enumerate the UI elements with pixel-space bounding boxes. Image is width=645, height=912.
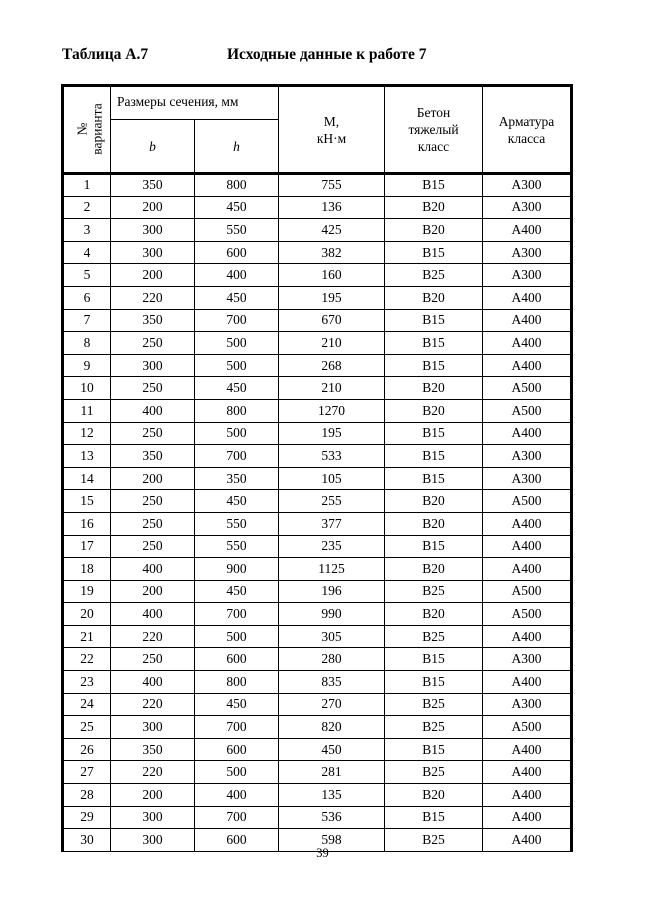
cell-moment: 210 <box>279 377 385 400</box>
cell-moment: 820 <box>279 716 385 739</box>
cell-variant: 27 <box>63 761 111 784</box>
cell-b: 400 <box>111 399 195 422</box>
cell-h: 400 <box>195 264 279 287</box>
cell-rebar: А400 <box>483 512 572 535</box>
cell-h: 500 <box>195 761 279 784</box>
cell-concrete: В20 <box>385 399 483 422</box>
cell-variant: 28 <box>63 784 111 807</box>
table-caption: Исходные данные к работе 7 <box>227 46 427 63</box>
cell-variant: 1 <box>63 174 111 197</box>
cell-concrete: В15 <box>385 174 483 197</box>
cell-b: 350 <box>111 738 195 761</box>
cell-variant: 29 <box>63 806 111 829</box>
page-number: 39 <box>316 846 329 860</box>
data-table <box>61 84 573 852</box>
cell-variant: 22 <box>63 648 111 671</box>
table-row <box>63 196 572 219</box>
table-row <box>63 535 572 558</box>
cell-variant: 16 <box>63 512 111 535</box>
table-row <box>63 738 572 761</box>
table-row <box>63 603 572 626</box>
cell-rebar: А500 <box>483 603 572 626</box>
cell-h: 400 <box>195 784 279 807</box>
table-body <box>63 174 572 852</box>
header-h: h <box>195 120 279 174</box>
cell-rebar: А500 <box>483 377 572 400</box>
cell-h: 700 <box>195 603 279 626</box>
cell-rebar: А300 <box>483 445 572 468</box>
cell-rebar: А400 <box>483 535 572 558</box>
cell-concrete: В15 <box>385 535 483 558</box>
cell-rebar: А500 <box>483 399 572 422</box>
cell-b: 350 <box>111 174 195 197</box>
cell-concrete: В20 <box>385 490 483 513</box>
header-variant-no: № <box>74 122 90 136</box>
cell-b: 300 <box>111 806 195 829</box>
cell-concrete: В25 <box>385 693 483 716</box>
table-row <box>63 467 572 490</box>
cell-b: 300 <box>111 716 195 739</box>
cell-h: 450 <box>195 693 279 716</box>
cell-b: 220 <box>111 761 195 784</box>
cell-concrete: В15 <box>385 445 483 468</box>
cell-moment: 160 <box>279 264 385 287</box>
cell-moment: 598 <box>279 829 385 852</box>
table-label: Таблица А.7 <box>62 46 149 63</box>
cell-h: 550 <box>195 512 279 535</box>
cell-h: 550 <box>195 219 279 242</box>
table-row <box>63 558 572 581</box>
cell-h: 500 <box>195 332 279 355</box>
cell-variant: 21 <box>63 625 111 648</box>
table-row <box>63 806 572 829</box>
cell-h: 900 <box>195 558 279 581</box>
cell-b: 250 <box>111 490 195 513</box>
header-variant-word: варианта <box>89 103 105 155</box>
cell-b: 200 <box>111 784 195 807</box>
cell-concrete: В15 <box>385 467 483 490</box>
cell-b: 300 <box>111 354 195 377</box>
header-moment-line1: М, <box>323 113 340 129</box>
cell-rebar: А400 <box>483 219 572 242</box>
cell-variant: 15 <box>63 490 111 513</box>
cell-concrete: В25 <box>385 264 483 287</box>
cell-b: 200 <box>111 580 195 603</box>
cell-variant: 17 <box>63 535 111 558</box>
cell-variant: 12 <box>63 422 111 445</box>
cell-rebar: А400 <box>483 806 572 829</box>
cell-b: 250 <box>111 535 195 558</box>
cell-concrete: В20 <box>385 512 483 535</box>
cell-b: 350 <box>111 445 195 468</box>
table-row <box>63 671 572 694</box>
table-row <box>63 309 572 332</box>
cell-variant: 30 <box>63 829 111 852</box>
cell-b: 220 <box>111 286 195 309</box>
cell-concrete: В15 <box>385 648 483 671</box>
cell-concrete: В20 <box>385 219 483 242</box>
cell-b: 250 <box>111 422 195 445</box>
cell-b: 220 <box>111 625 195 648</box>
cell-moment: 835 <box>279 671 385 694</box>
cell-h: 450 <box>195 490 279 513</box>
table-row <box>63 286 572 309</box>
cell-moment: 281 <box>279 761 385 784</box>
table-row <box>63 625 572 648</box>
cell-moment: 1125 <box>279 558 385 581</box>
header-rebar-line1: Арматура <box>498 113 555 129</box>
data-table-wrapper <box>61 84 570 852</box>
cell-concrete: В15 <box>385 241 483 264</box>
table-row <box>63 377 572 400</box>
cell-h: 700 <box>195 445 279 468</box>
cell-variant: 20 <box>63 603 111 626</box>
cell-rebar: А300 <box>483 196 572 219</box>
cell-moment: 195 <box>279 286 385 309</box>
cell-moment: 210 <box>279 332 385 355</box>
header-moment-line2: кН·м <box>316 130 347 146</box>
cell-h: 450 <box>195 196 279 219</box>
cell-moment: 280 <box>279 648 385 671</box>
cell-h: 600 <box>195 648 279 671</box>
cell-rebar: А500 <box>483 490 572 513</box>
cell-rebar: А400 <box>483 829 572 852</box>
cell-concrete: В20 <box>385 603 483 626</box>
cell-concrete: В25 <box>385 580 483 603</box>
cell-b: 200 <box>111 196 195 219</box>
cell-variant: 5 <box>63 264 111 287</box>
cell-concrete: В25 <box>385 625 483 648</box>
cell-rebar: А400 <box>483 558 572 581</box>
table-row <box>63 399 572 422</box>
cell-h: 600 <box>195 241 279 264</box>
cell-concrete: В20 <box>385 784 483 807</box>
cell-variant: 19 <box>63 580 111 603</box>
cell-moment: 255 <box>279 490 385 513</box>
cell-h: 500 <box>195 422 279 445</box>
cell-concrete: В15 <box>385 332 483 355</box>
cell-b: 300 <box>111 241 195 264</box>
cell-variant: 18 <box>63 558 111 581</box>
cell-concrete: В15 <box>385 738 483 761</box>
cell-h: 700 <box>195 716 279 739</box>
cell-rebar: А400 <box>483 625 572 648</box>
cell-rebar: А300 <box>483 264 572 287</box>
cell-rebar: А500 <box>483 580 572 603</box>
cell-rebar: А400 <box>483 422 572 445</box>
cell-moment: 268 <box>279 354 385 377</box>
table-row <box>63 512 572 535</box>
cell-variant: 10 <box>63 377 111 400</box>
table-row <box>63 219 572 242</box>
table-row <box>63 332 572 355</box>
cell-moment: 235 <box>279 535 385 558</box>
cell-concrete: В20 <box>385 286 483 309</box>
cell-rebar: А300 <box>483 174 572 197</box>
table-row <box>63 716 572 739</box>
cell-h: 700 <box>195 806 279 829</box>
cell-h: 600 <box>195 829 279 852</box>
cell-rebar: А300 <box>483 648 572 671</box>
cell-moment: 305 <box>279 625 385 648</box>
cell-variant: 4 <box>63 241 111 264</box>
cell-concrete: В20 <box>385 558 483 581</box>
table-row <box>63 174 572 197</box>
cell-variant: 7 <box>63 309 111 332</box>
header-concrete-line2: тяжелый <box>408 122 459 137</box>
cell-rebar: А400 <box>483 761 572 784</box>
cell-variant: 8 <box>63 332 111 355</box>
table-row <box>63 761 572 784</box>
cell-rebar: А300 <box>483 693 572 716</box>
cell-concrete: В20 <box>385 196 483 219</box>
cell-variant: 26 <box>63 738 111 761</box>
cell-b: 250 <box>111 648 195 671</box>
cell-rebar: А400 <box>483 671 572 694</box>
cell-moment: 136 <box>279 196 385 219</box>
header-concrete-line1: Бетон <box>416 105 451 120</box>
cell-b: 350 <box>111 309 195 332</box>
cell-h: 550 <box>195 535 279 558</box>
cell-concrete: В25 <box>385 716 483 739</box>
cell-variant: 14 <box>63 467 111 490</box>
header-moment <box>279 86 385 174</box>
header-rebar-line2: класса <box>507 130 546 146</box>
cell-moment: 377 <box>279 512 385 535</box>
cell-variant: 9 <box>63 354 111 377</box>
cell-variant: 3 <box>63 219 111 242</box>
cell-h: 500 <box>195 354 279 377</box>
cell-variant: 2 <box>63 196 111 219</box>
header-section-sizes: Размеры сечения, мм <box>111 86 279 120</box>
cell-b: 300 <box>111 219 195 242</box>
cell-rebar: А500 <box>483 716 572 739</box>
cell-rebar: А300 <box>483 467 572 490</box>
cell-concrete: В25 <box>385 761 483 784</box>
cell-variant: 13 <box>63 445 111 468</box>
cell-b: 220 <box>111 693 195 716</box>
cell-moment: 670 <box>279 309 385 332</box>
cell-rebar: А400 <box>483 738 572 761</box>
cell-concrete: В25 <box>385 829 483 852</box>
cell-rebar: А400 <box>483 354 572 377</box>
cell-rebar: А300 <box>483 241 572 264</box>
header-variant-text <box>75 103 105 154</box>
cell-h: 450 <box>195 286 279 309</box>
cell-b: 250 <box>111 332 195 355</box>
cell-rebar: А400 <box>483 784 572 807</box>
cell-moment: 536 <box>279 806 385 829</box>
cell-b: 400 <box>111 603 195 626</box>
cell-b: 200 <box>111 264 195 287</box>
cell-moment: 425 <box>279 219 385 242</box>
table-row <box>63 445 572 468</box>
table-row <box>63 580 572 603</box>
table-row <box>63 264 572 287</box>
table-row <box>63 490 572 513</box>
cell-variant: 24 <box>63 693 111 716</box>
cell-concrete: В15 <box>385 354 483 377</box>
table-row <box>63 784 572 807</box>
header-variant <box>63 86 111 174</box>
cell-concrete: В15 <box>385 671 483 694</box>
cell-h: 600 <box>195 738 279 761</box>
cell-concrete: В20 <box>385 377 483 400</box>
cell-moment: 990 <box>279 603 385 626</box>
cell-h: 450 <box>195 580 279 603</box>
table-row <box>63 648 572 671</box>
table-row <box>63 693 572 716</box>
cell-variant: 25 <box>63 716 111 739</box>
header-b: b <box>111 120 195 174</box>
cell-h: 700 <box>195 309 279 332</box>
cell-h: 800 <box>195 671 279 694</box>
cell-b: 250 <box>111 377 195 400</box>
cell-concrete: В15 <box>385 422 483 445</box>
cell-moment: 1270 <box>279 399 385 422</box>
cell-moment: 105 <box>279 467 385 490</box>
cell-moment: 382 <box>279 241 385 264</box>
cell-moment: 135 <box>279 784 385 807</box>
cell-moment: 755 <box>279 174 385 197</box>
cell-concrete: В15 <box>385 806 483 829</box>
cell-h: 500 <box>195 625 279 648</box>
table-row <box>63 241 572 264</box>
cell-moment: 196 <box>279 580 385 603</box>
cell-moment: 270 <box>279 693 385 716</box>
cell-rebar: А400 <box>483 286 572 309</box>
cell-variant: 11 <box>63 399 111 422</box>
table-row <box>63 422 572 445</box>
cell-b: 400 <box>111 558 195 581</box>
cell-concrete: В15 <box>385 309 483 332</box>
cell-b: 250 <box>111 512 195 535</box>
cell-b: 400 <box>111 671 195 694</box>
cell-h: 450 <box>195 377 279 400</box>
cell-moment: 195 <box>279 422 385 445</box>
header-concrete <box>385 86 483 174</box>
cell-variant: 6 <box>63 286 111 309</box>
cell-rebar: А400 <box>483 309 572 332</box>
cell-h: 800 <box>195 174 279 197</box>
cell-h: 800 <box>195 399 279 422</box>
cell-b: 300 <box>111 829 195 852</box>
header-concrete-line3: класс <box>417 139 450 154</box>
header-rebar <box>483 86 572 174</box>
cell-variant: 23 <box>63 671 111 694</box>
cell-rebar: А400 <box>483 332 572 355</box>
cell-moment: 533 <box>279 445 385 468</box>
cell-moment: 450 <box>279 738 385 761</box>
cell-b: 200 <box>111 467 195 490</box>
cell-h: 350 <box>195 467 279 490</box>
table-row <box>63 354 572 377</box>
